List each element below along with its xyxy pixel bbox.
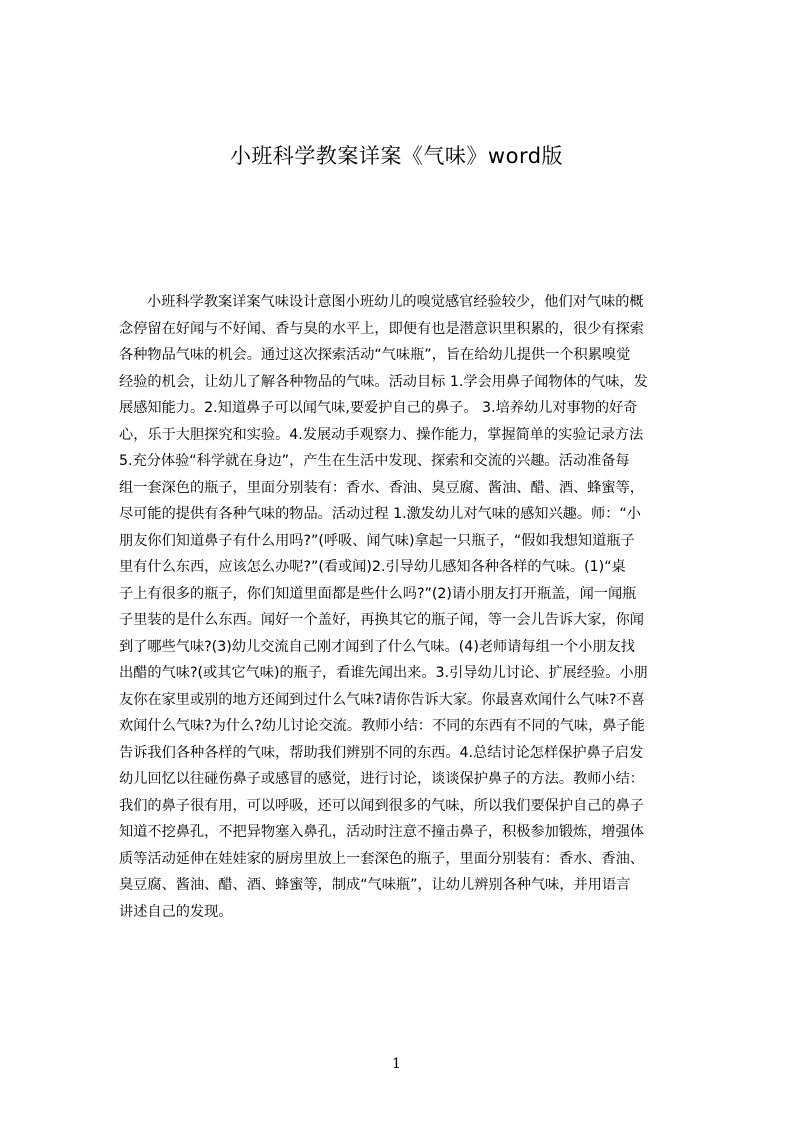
document-title: 小班科学教案详案《气味》word版 bbox=[229, 144, 564, 168]
body-line: 里有什么东西，应该怎么办呢?”(看或闻)2.引导幼儿感知各种各样的气味。(1)“桌 bbox=[119, 559, 626, 575]
body-line: 欢闻什么气味?为什么?幼儿讨论交流。教师小结：不同的东西有不同的气味，鼻子能 bbox=[119, 718, 645, 734]
body-line: 臭豆腐、酱油、醋、酒、蜂蜜等，制成“气味瓶”，让幼儿辨别各种气味，并用语言 bbox=[119, 877, 631, 893]
body-line: 朋友你们知道鼻子有什么用吗?”(呼吸、闻气味)拿起一只瓶子，“假如我想知道瓶子 bbox=[119, 532, 635, 549]
body-line: 心，乐于大胆探究和实验。4.发展动手观察力、操作能力，掌握简单的实验记录方法 bbox=[119, 426, 644, 443]
body-line: 组一套深色的瓶子，里面分别装有：香水、香油、臭豆腐、酱油、醋、酒、蜂蜜等， bbox=[119, 479, 644, 496]
body-line: 念停留在好闻与不好闻、香与臭的水平上，即便有也是潜意识里积累的，很少有探索 bbox=[119, 320, 644, 337]
body-line: 小班科学教案详案气味设计意图小班幼儿的嗅觉感官经验较少，他们对气味的概 bbox=[147, 294, 644, 310]
page-number: 1 bbox=[392, 1056, 401, 1072]
body-line: 告诉我们各种各样的气味，帮助我们辨别不同的东西。4.总结讨论怎样保护鼻子启发 bbox=[119, 744, 644, 761]
body-line: 尽可能的提供有各种气味的物品。活动过程 1.激发幼儿对气味的感知兴趣。师：“小 bbox=[119, 506, 641, 522]
body-line: 子里装的是什么东西。闻好一个盖好，再换其它的瓶子闻，等一会儿告诉大家，你闻 bbox=[119, 612, 644, 628]
body-line: 幼儿回忆以往碰伤鼻子或感冒的感觉，进行讨论，谈谈保护鼻子的方法。教师小结： bbox=[119, 771, 644, 787]
body-line: 我们的鼻子很有用，可以呼吸，还可以闻到很多的气味，所以我们要保护自己的鼻子 bbox=[119, 797, 644, 814]
body-line: 友你在家里或别的地方还闻到过什么气味?请你告诉大家。你最喜欢闻什么气味?不喜 bbox=[119, 691, 645, 708]
body-line: 子上有很多的瓶子，你们知道里面都是些什么吗?”(2)请小朋友打开瓶盖，闻一闻瓶 bbox=[119, 585, 637, 602]
body-line: 5.充分体验“科学就在身边”，产生在生活中发现、探索和交流的兴趣。活动准备每 bbox=[119, 453, 630, 469]
body-line: 展感知能力。2.知道鼻子可以闻气味,要爱护自己的鼻子。 3.培养幼儿对事物的好奇 bbox=[119, 400, 638, 416]
body-line: 出醋的气味?(或其它气味)的瓶子，看谁先闻出来。3.引导幼儿讨论、扩展经验。小朋 bbox=[119, 665, 648, 681]
body-line: 到了哪些气味?(3)幼儿交流自己刚才闻到了什么气味。(4)老师请每组一个小朋友找 bbox=[119, 638, 635, 655]
body-line: 质等活动延伸在娃娃家的厨房里放上一套深色的瓶子，里面分别装有：香水、香油、 bbox=[119, 850, 644, 867]
body-line: 各种物品气味的机会。通过这次探索活动“气味瓶”，旨在给幼儿提供一个积累嗅觉 bbox=[119, 347, 631, 363]
body-line: 讲述自己的发现。 bbox=[119, 903, 233, 920]
body-line: 知道不挖鼻孔，不把异物塞入鼻孔，活动时注意不撞击鼻子，积极参加锻炼，增强体 bbox=[119, 824, 644, 840]
body-text bbox=[119, 289, 699, 925]
body-line: 经验的机会，让幼儿了解各种物品的气味。活动目标 1.学会用鼻子闻物体的气味，发 bbox=[119, 373, 648, 390]
